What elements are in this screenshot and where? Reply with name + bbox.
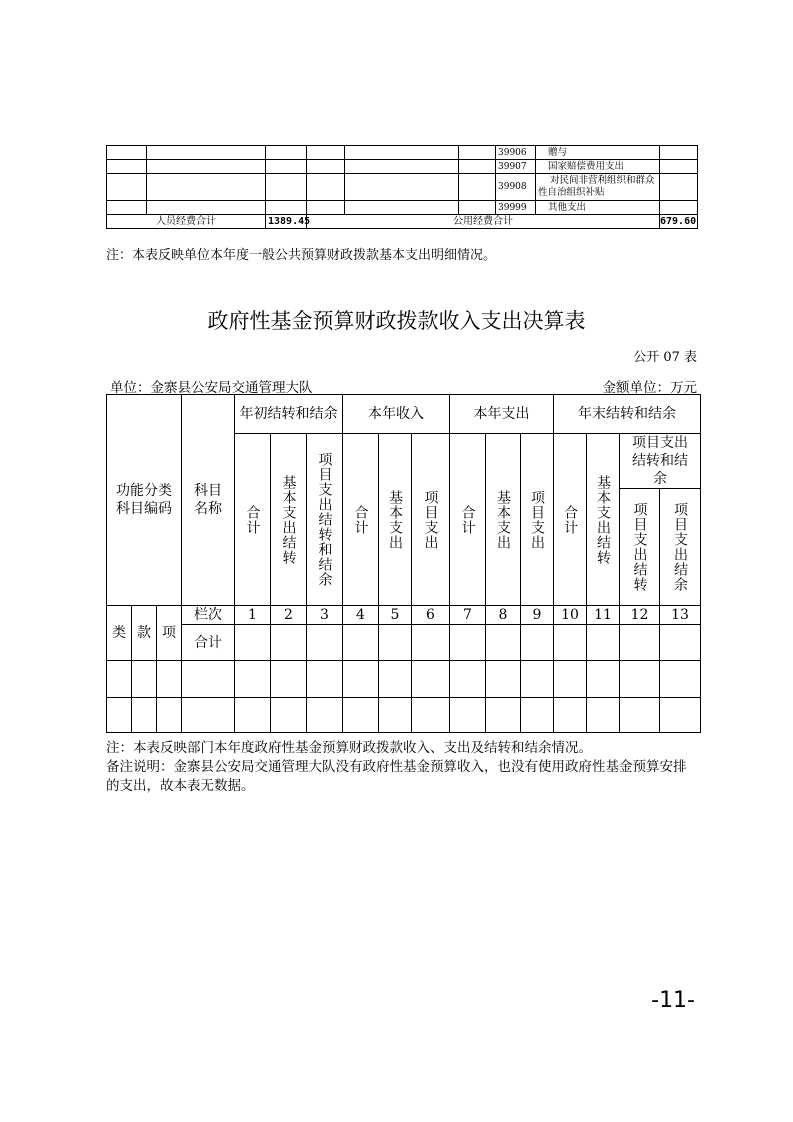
econ-code: 39999: [496, 201, 536, 215]
col-project-balance: 项目支出结余: [672, 502, 688, 592]
note-top: 注：本表反映单位本年度一般公共预算财政拨款基本支出明细情况。: [106, 248, 497, 263]
public-total-label: 公用经费合计: [307, 215, 660, 229]
col-total: 合计: [244, 504, 261, 535]
header-row-1: [107, 395, 701, 434]
subject-name-header: 科目名称: [182, 395, 235, 606]
column-number: 3: [307, 606, 343, 625]
personnel-total-label: 人员经费合计: [107, 215, 266, 229]
column-number: 7: [450, 606, 486, 625]
col-total: 合计: [352, 504, 369, 535]
personnel-total-value: 1389.45: [266, 215, 307, 229]
unit-label: 单位：金寨县公安局交通管理大队: [110, 380, 313, 396]
table-row: [107, 146, 698, 160]
col-basic-carry: 基本支出结转: [595, 474, 611, 565]
group-header-income: 本年收入: [343, 395, 450, 434]
group-header-opening: 年初结转和结余: [235, 395, 343, 434]
public-total-value: 679.60: [660, 215, 697, 227]
column-number: 12: [620, 606, 660, 625]
column-number-row: [107, 606, 701, 625]
column-number: 9: [521, 606, 554, 625]
col-basic-exp: 基本支出: [387, 489, 403, 550]
table-row: [107, 174, 698, 201]
group-header-closing: 年末结转和结余: [554, 395, 701, 434]
item-header: 项: [157, 606, 182, 661]
table-row: [107, 698, 701, 733]
total-row-label: 合计: [182, 625, 235, 661]
totals-row: [107, 215, 698, 229]
col-project-carry: 项目支出结转: [631, 502, 648, 592]
econ-code: 39907: [496, 160, 536, 174]
col-project-exp: 项目支出: [529, 489, 545, 550]
column-number: 5: [379, 606, 412, 625]
column-row-label: 栏次: [182, 606, 235, 625]
column-number: 4: [343, 606, 379, 625]
remark: 备注说明：金寨县公安局交通管理大队没有政府性基金预算收入，也没有使用政府性基金预算安排的支出，故本表无数据。: [106, 759, 687, 794]
section-header: 款: [132, 606, 157, 661]
page-number: -11-: [651, 988, 695, 1013]
class-header: 类: [107, 606, 132, 661]
column-number: 2: [271, 606, 307, 625]
econ-name: 对民间非营利组织和群众性自治组织补贴: [536, 174, 660, 201]
col-basic-exp: 基本支出: [495, 489, 511, 550]
expense-detail-table-fragment: [106, 145, 698, 229]
econ-name: 其他支出: [536, 201, 660, 215]
public-table-number: 公开 07 表: [633, 350, 697, 365]
money-unit: 金额单位：万元: [602, 380, 697, 396]
col-total: 合计: [562, 504, 578, 535]
fund-budget-table: [106, 394, 701, 733]
col-total: 合计: [459, 504, 476, 535]
econ-name: 赠与: [536, 146, 660, 160]
func-code-header: 功能分类科目编码: [107, 395, 182, 606]
page-title: 政府性基金预算财政拨款收入支出决算表: [207, 309, 586, 333]
col-project-carry-balance: 项目支出结转和结余: [316, 452, 333, 587]
note-bottom: 注：本表反映部门本年度政府性基金预算财政拨款收入、支出及结转和结余情况。: [106, 740, 592, 756]
column-number: 11: [587, 606, 620, 625]
col-basic-carry: 基本支出结转: [280, 474, 297, 565]
econ-code: 39906: [496, 146, 536, 160]
column-number: 1: [235, 606, 271, 625]
column-number: 6: [412, 606, 450, 625]
col-project-exp: 项目支出: [422, 489, 439, 550]
column-number: 10: [554, 606, 587, 625]
table-row: [107, 160, 698, 174]
econ-code: 39908: [496, 174, 536, 201]
econ-name: 国家赔偿费用支出: [536, 160, 660, 174]
table-row: [107, 661, 701, 698]
col-project-carry-group: 项目支出结转和结余: [620, 434, 701, 489]
notes-block: [106, 739, 696, 796]
column-number: 8: [486, 606, 521, 625]
group-header-expense: 本年支出: [450, 395, 554, 434]
column-number: 13: [660, 606, 701, 625]
table-row: [107, 201, 698, 215]
total-row: [107, 625, 701, 661]
